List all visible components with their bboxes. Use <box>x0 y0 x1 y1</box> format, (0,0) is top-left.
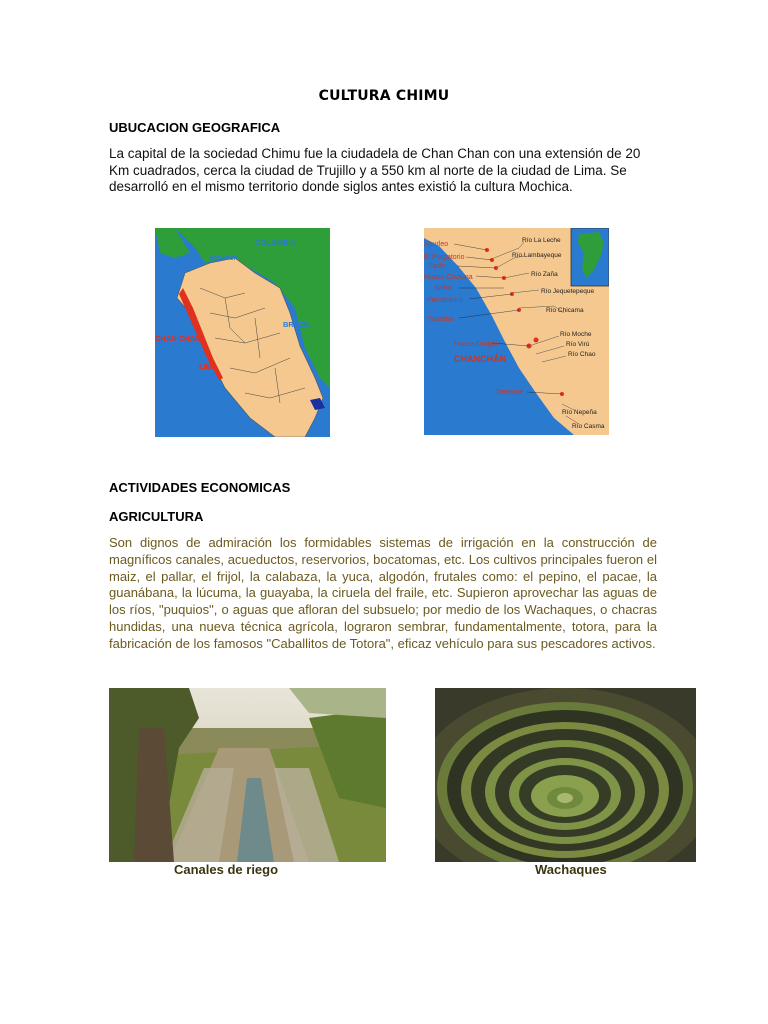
svg-text:Huaca Dragón: Huaca Dragón <box>454 341 500 348</box>
label-chan-chan: CHAN CHAN <box>155 334 201 343</box>
svg-text:Saltur: Saltur <box>434 285 453 292</box>
north-coast-map-graphic <box>424 228 609 435</box>
svg-text:Río Chao: Río Chao <box>568 351 596 358</box>
activities-heading: ACTIVIDADES ECONOMICAS <box>109 480 291 495</box>
agriculture-heading: AGRICULTURA <box>109 509 204 524</box>
svg-text:Río La Leche: Río La Leche <box>522 237 561 244</box>
svg-text:Pacatnamú: Pacatnamú <box>427 297 463 304</box>
svg-text:Talambo: Talambo <box>427 316 454 323</box>
svg-text:Río Casma: Río Casma <box>572 423 605 430</box>
canal-photo <box>109 688 386 862</box>
label-lima: LIMA <box>199 362 218 371</box>
svg-text:Río Zaña: Río Zaña <box>531 271 558 278</box>
geo-paragraph: La capital de la sociedad Chimu fue la ciudadela de Chan Chan con una extensión de 20 Km cuadrados, cerca la ciudad de Trujillo y a 550 km al norte de la ciudad de Lima. Se desarrolló en el mismo territorio donde siglos antes existió la cultura Mochica. <box>109 146 641 194</box>
peru-map-graphic <box>155 228 330 437</box>
svg-text:Río Jequetepeque: Río Jequetepeque <box>541 288 595 295</box>
agriculture-paragraph: Son dignos de admiración los formidables sistemas de irrigación en la construcción de magníficos canales, acueductos, reservorios, bocatomas, etc. Los cultivos principales fueron el maiz, el pallar, el frijol, la calabaza, la yuca, algodón, frutales como: el pepino, el pacae, la guanábana, la lúcuma, la guayaba, la ciruela del fraile, etc. Supieron aprovechar las aguas de los ríos, "puquios", o aguas que afloran del subsuelo; por medio de los Wachaques, o chacras hundidas, una nueva técnica agrícola, lograron sembrar, fundamentalmente, totora, para la fabricación de los famosos "Caballitos de Totora", eficaz vehículo para sus pescadores activos. <box>109 535 657 651</box>
label-ecuador: ECUADOR <box>210 256 238 262</box>
label-colombia: COLOMBIA <box>255 238 296 247</box>
svg-text:Río Chicama: Río Chicama <box>546 307 584 314</box>
svg-text:Sipán: Sipán <box>428 263 446 270</box>
wachaques-photo <box>435 688 696 862</box>
svg-text:Torreque: Torreque <box>496 389 524 396</box>
page-title: CULTURA CHIMU <box>318 88 450 104</box>
svg-text:Huaca Chotuna: Huaca Chotuna <box>424 274 473 281</box>
svg-text:CHANCHÁN: CHANCHÁN <box>454 354 506 364</box>
north-coast-map <box>424 228 609 435</box>
wachaques-photo-graphic <box>435 688 696 862</box>
wachaques-caption: Wachaques <box>535 862 607 877</box>
label-brazil: BRAZIL <box>283 320 311 329</box>
svg-text:Apurleo: Apurleo <box>424 241 449 248</box>
peru-map <box>155 228 330 437</box>
svg-text:Río Lambayeque: Río Lambayeque <box>512 252 562 259</box>
geo-heading: UBUCACION GEOGRAFICA <box>109 120 281 135</box>
svg-text:El Purgatorio: El Purgatorio <box>424 254 465 261</box>
canal-caption: Canales de riego <box>174 862 279 877</box>
svg-text:Río Nepeña: Río Nepeña <box>562 409 597 416</box>
svg-text:Río Virú: Río Virú <box>566 341 590 348</box>
svg-text:Río Moche: Río Moche <box>560 331 592 338</box>
canal-photo-graphic <box>109 688 386 862</box>
